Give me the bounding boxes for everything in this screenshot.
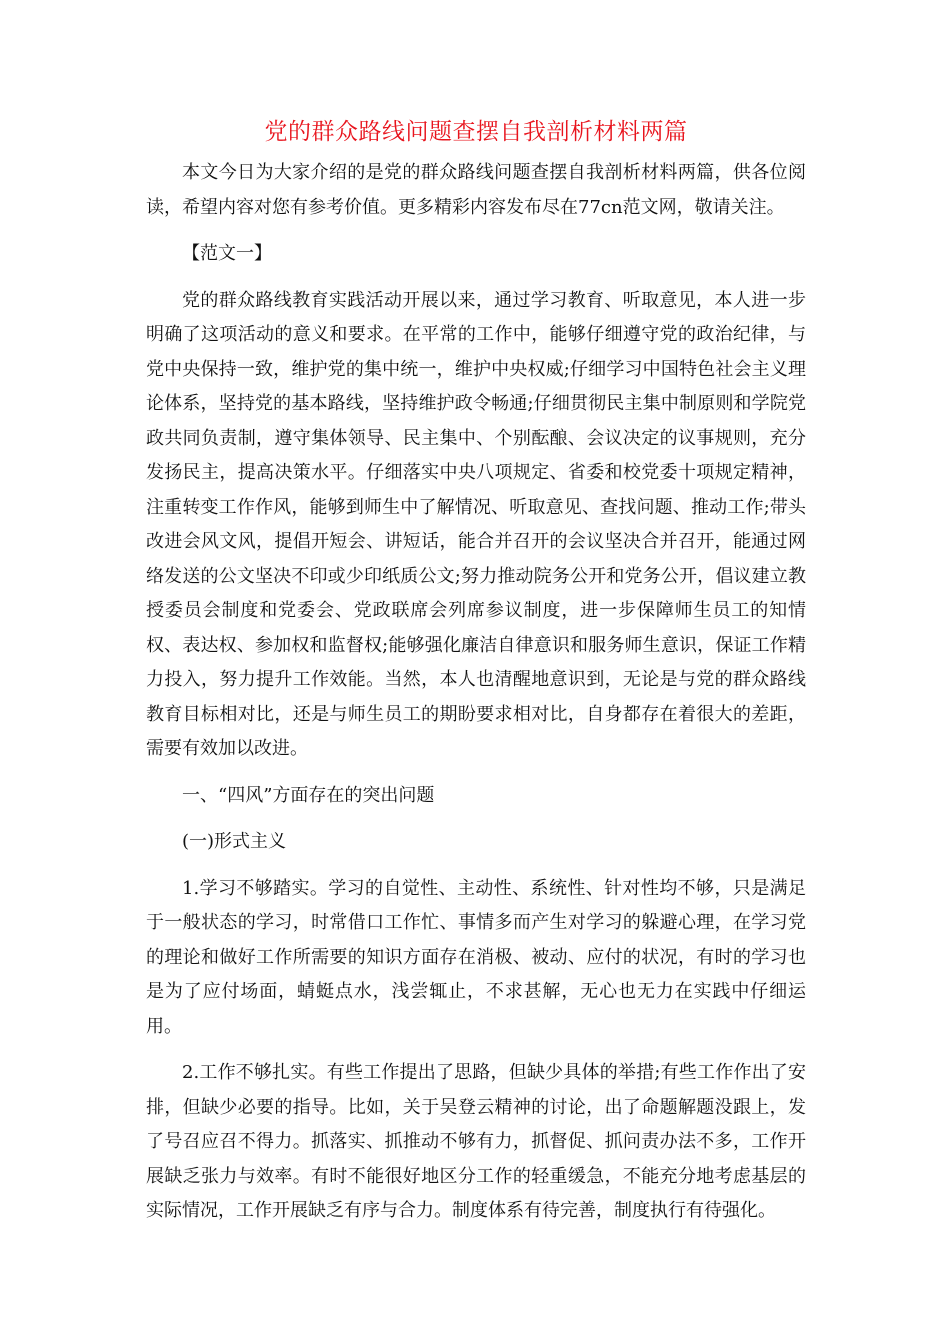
body-paragraph-1: 党的群众路线教育实践活动开展以来，通过学习教育、听取意见，本人进一步明确了这项活动的意义和要求。在平常的工作中，能够仔细遵守党的政治纪律，与党中央保持一致，维护党的集中统一，维护中央权威;仔细学习中国特色社会主义理论体系，坚持党的基本路线，坚持维护政令畅通;仔细贯彻民主集中制原则和学院党政共同负责制，遵守集体领导、民主集中、个别酝酿、会议决定的议事规则，充分发扬民主，提高决策水平。仔细落实中央八项规定、省委和校党委十项规定精神，注重转变工作作风，能够到师生中了解情况、听取意见、查找问题、推动工作;带头改进会风文风，提倡开短会、讲短话，能合并召开的会议坚决合并召开，能通过网络发送的公文坚决不印或少印纸质公文;努力推动院务公开和党务公开，倡议建立教授委员会制度和党委会、党政联席会列席参议制度，进一步保障师生员工的知情权、表达权、参加权和监督权;能够强化廉洁自律意识和服务师生意识，保证工作精力投入，努力提升工作效能。当然，本人也清醒地意识到，无论是与党的群众路线教育目标相对比，还是与师生员工的期盼要求相对比，自身都存在着很大的差距，需要有效加以改进。 — [146, 289, 806, 759]
document-title: 党的群众路线问题查摆自我剖析材料两篇 — [264, 119, 688, 145]
section-label: 【范文一】 — [182, 243, 272, 264]
heading-formalism: (一)形式主义 — [182, 831, 287, 852]
list-item-work: 2.工作不够扎实。有些工作提出了思路，但缺少具体的举措;有些工作作出了安排，但缺少必要的指导。比如，关于吴登云精神的讨论，出了命题解题没跟上，发了号召应召不得力。抓落实、抓推动不够有力，抓督促、抓问责办法不多，工作开展缺乏张力与效率。有时不能很好地区分工作的轻重缓急，不能充分地考虑基层的实际情况，工作开展缺乏有序与合力。制度体系有待完善，制度执行有待强化。 — [146, 1062, 806, 1221]
list-item-study: 1.学习不够踏实。学习的自觉性、主动性、系统性、针对性均不够，只是满足于一般状态的学习，时常借口工作忙、事情多而产生对学习的躲避心理，在学习党的理论和做好工作所需要的知识方面存在消极、被动、应付的状况，有时的学习也是为了应付场面，蜻蜓点水，浅尝辄止，不求甚解，无心也无力在实践中仔细运用。 — [146, 877, 806, 1037]
document-body — [146, 112, 806, 1229]
intro-paragraph: 本文今日为大家介绍的是党的群众路线问题查摆自我剖析材料两篇，供各位阅读，希望内容对您有参考价值。更多精彩内容发布尽在77cn范文网，敬请关注。 — [146, 162, 806, 218]
heading-four-winds: 一、“四风”方面存在的突出问题 — [182, 784, 435, 806]
